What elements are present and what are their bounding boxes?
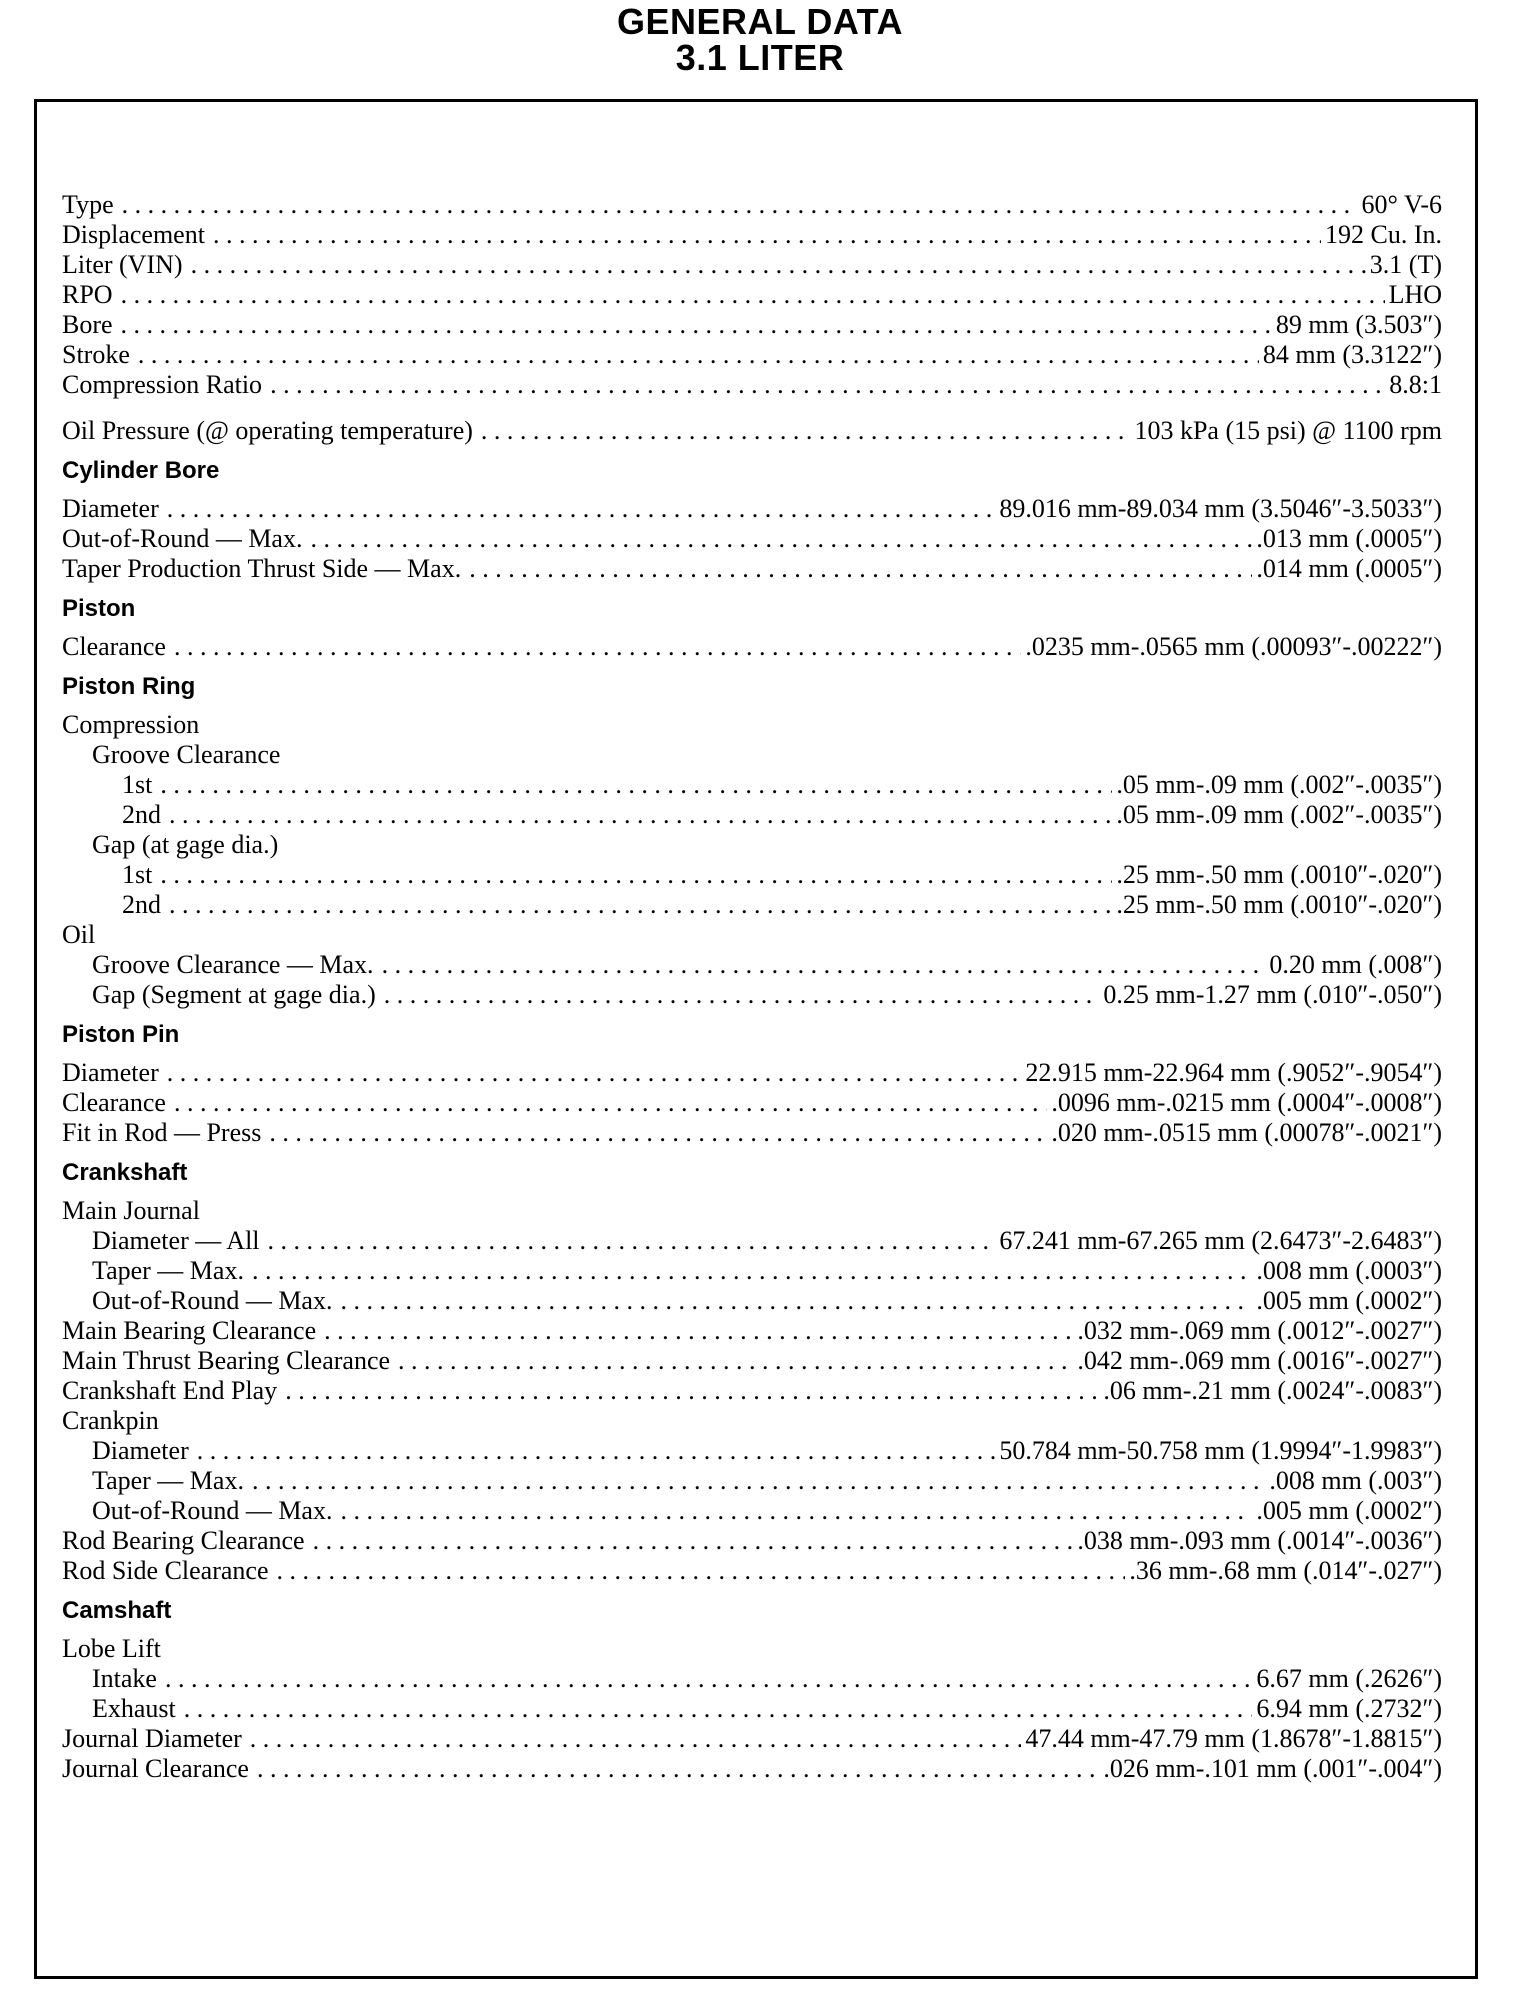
dot-leader: [167, 494, 996, 524]
spec-value: .25 mm-.50 mm (.0010″-.020″): [1116, 890, 1442, 919]
spec-label: Taper — Max.: [92, 1466, 244, 1495]
spec-value: 89 mm (3.503″): [1275, 310, 1442, 339]
spec-value: 3.1 (T): [1369, 250, 1442, 279]
spec-label: Out-of-Round — Max.: [92, 1286, 333, 1315]
dot-leader: [122, 190, 1358, 220]
dot-leader: [213, 220, 1321, 250]
subheading-groove-clearance: Groove Clearance: [92, 740, 281, 769]
spec-value: .038 mm-.093 mm (.0014″-.0036″): [1077, 1526, 1442, 1555]
spec-value: .008 mm (.003″): [1269, 1466, 1442, 1495]
spec-label: Journal Diameter: [62, 1724, 242, 1753]
spec-row: [62, 220, 1442, 250]
spec-value: 47.44 mm-47.79 mm (1.8678″-1.8815″): [1025, 1724, 1442, 1753]
spec-label: Compression Ratio: [62, 370, 263, 399]
spec-value: .0096 mm-.0215 mm (.0004″-.0008″): [1051, 1088, 1442, 1117]
spec-label: Rod Bearing Clearance: [62, 1526, 305, 1555]
dot-leader: [384, 980, 1100, 1010]
spec-row: [62, 280, 1442, 310]
spec-row: [62, 860, 1442, 890]
dot-leader: [167, 1058, 1022, 1088]
spacer: [62, 400, 1442, 416]
dot-leader: [250, 1724, 1022, 1754]
dot-leader: [340, 1496, 1252, 1526]
spec-content: [62, 190, 1442, 1784]
spec-row: [62, 1118, 1442, 1148]
spec-label: Clearance: [62, 1088, 166, 1117]
subheading-crankpin: Crankpin: [62, 1406, 159, 1435]
spec-row: [62, 1694, 1442, 1724]
spec-label: 2nd: [122, 800, 161, 829]
spec-row: [62, 1376, 1442, 1406]
spec-value: 0.20 mm (.008″): [1269, 950, 1442, 979]
spec-label: Fit in Rod — Press: [62, 1118, 262, 1147]
section-heading-camshaft: Camshaft: [62, 1597, 172, 1624]
spec-row: [62, 1754, 1442, 1784]
spec-value: .05 mm-.09 mm (.002″-.0035″): [1116, 800, 1442, 829]
spec-label: Rod Side Clearance: [62, 1556, 269, 1585]
spec-value: 84 mm (3.3122″): [1262, 340, 1442, 369]
spec-value: 67.241 mm-67.265 mm (2.6473″-2.6483″): [999, 1226, 1442, 1255]
dot-leader: [270, 370, 1385, 400]
spec-row-oil-pressure: [62, 416, 1442, 446]
spec-row: [62, 1724, 1442, 1754]
spec-row: [62, 1256, 1442, 1286]
spec-label: Type: [62, 190, 114, 219]
spec-label: Diameter: [92, 1436, 189, 1465]
spec-label: Diameter: [62, 494, 159, 523]
spec-row: [62, 1088, 1442, 1118]
dot-leader: [165, 1664, 1252, 1694]
spec-row: [62, 1496, 1442, 1526]
spec-value: .06 mm-.21 mm (.0024″-.0083″): [1103, 1376, 1442, 1405]
spec-label: Crankshaft End Play: [62, 1376, 278, 1405]
spec-row: [62, 1436, 1442, 1466]
spec-row: [62, 770, 1442, 800]
spec-row: [62, 250, 1442, 280]
section-heading-crankshaft: Crankshaft: [62, 1159, 188, 1186]
dot-leader: [469, 554, 1252, 584]
spec-value: 6.94 mm (.2732″): [1256, 1694, 1442, 1723]
dot-leader: [340, 1286, 1252, 1316]
dot-leader: [121, 280, 1385, 310]
spec-row: [62, 890, 1442, 920]
spec-row: [62, 980, 1442, 1010]
spec-row: [62, 524, 1442, 554]
dot-leader: [382, 950, 1266, 980]
dot-leader: [268, 1226, 996, 1256]
spec-label: Displacement: [62, 220, 205, 249]
spec-label: Stroke: [62, 340, 130, 369]
title-line-1: GENERAL DATA: [616, 1, 903, 42]
dot-leader: [197, 1436, 996, 1466]
dot-leader: [252, 1256, 1252, 1286]
spec-label: Liter (VIN): [62, 250, 183, 279]
spec-label: Groove Clearance — Max.: [92, 950, 374, 979]
dot-leader: [191, 250, 1366, 280]
spec-row: [62, 1316, 1442, 1346]
spec-row: [62, 340, 1442, 370]
spec-row: [62, 800, 1442, 830]
dot-leader: [160, 770, 1112, 800]
spec-value: .013 mm (.0005″): [1256, 524, 1442, 553]
spec-value: .014 mm (.0005″): [1256, 554, 1442, 583]
spec-row: [62, 1286, 1442, 1316]
spec-value: 22.915 mm-22.964 mm (.9052″-.9054″): [1025, 1058, 1442, 1087]
subheading-oil: Oil: [62, 920, 96, 949]
dot-leader: [174, 1088, 1047, 1118]
spec-row: [62, 190, 1442, 220]
spec-value: .36 mm-.68 mm (.014″-.027″): [1129, 1556, 1442, 1585]
spec-value: 103 kPa (15 psi) @ 1100 rpm: [1134, 416, 1442, 445]
spec-value: .005 mm (.0002″): [1256, 1286, 1442, 1315]
spec-value: .005 mm (.0002″): [1256, 1496, 1442, 1525]
spec-label: Diameter: [62, 1058, 159, 1087]
spec-label: Gap (Segment at gage dia.): [92, 980, 376, 1009]
dot-leader: [257, 1754, 1099, 1784]
spec-value: .05 mm-.09 mm (.002″-.0035″): [1116, 770, 1442, 799]
dot-leader: [121, 310, 1272, 340]
spec-row: [62, 1556, 1442, 1586]
spec-row: [62, 554, 1442, 584]
dot-leader: [324, 1316, 1073, 1346]
spec-value: 0.25 mm-1.27 mm (.010″-.050″): [1103, 980, 1442, 1009]
spec-label: Oil Pressure (@ operating temperature): [62, 416, 473, 445]
subheading-lobe-lift: Lobe Lift: [62, 1634, 161, 1663]
dot-leader: [138, 340, 1259, 370]
spec-row: [62, 1226, 1442, 1256]
dot-leader: [277, 1556, 1126, 1586]
spec-row: [62, 1058, 1442, 1088]
spec-label: Intake: [92, 1664, 157, 1693]
title-line-2: 3.1 LITER: [675, 37, 845, 78]
dot-leader: [310, 524, 1252, 554]
spec-label: Taper Production Thrust Side — Max.: [62, 554, 462, 583]
spec-row: [62, 494, 1442, 524]
spec-value: 192 Cu. In.: [1325, 220, 1442, 249]
spec-label: Diameter — All: [92, 1226, 260, 1255]
spec-value: .042 mm-.069 mm (.0016″-.0027″): [1077, 1346, 1442, 1375]
dot-leader: [313, 1526, 1074, 1556]
dot-leader: [252, 1466, 1265, 1496]
spec-row: [62, 1526, 1442, 1556]
dot-leader: [269, 1118, 1047, 1148]
spec-label: Bore: [62, 310, 113, 339]
spec-label: 2nd: [122, 890, 161, 919]
spec-value: .008 mm (.0003″): [1256, 1256, 1442, 1285]
section-heading-piston: Piston: [62, 595, 136, 622]
spec-label: Clearance: [62, 632, 166, 661]
spec-row: [62, 1466, 1442, 1496]
spec-value: 6.67 mm (.2626″): [1256, 1664, 1442, 1693]
spec-value: 50.784 mm-50.758 mm (1.9994″-1.9983″): [999, 1436, 1442, 1465]
spec-value: .25 mm-.50 mm (.0010″-.020″): [1116, 860, 1442, 889]
spec-row: [62, 310, 1442, 340]
spec-label: Out-of-Round — Max.: [62, 524, 303, 553]
spec-row: [62, 632, 1442, 662]
subheading-gap: Gap (at gage dia.): [92, 830, 279, 859]
spec-label: Out-of-Round — Max.: [92, 1496, 333, 1525]
spec-row: [62, 1664, 1442, 1694]
spec-value: 60° V-6: [1361, 190, 1442, 219]
dot-leader: [169, 890, 1112, 920]
dot-leader: [285, 1376, 1099, 1406]
spec-value: .032 mm-.069 mm (.0012″-.0027″): [1077, 1316, 1442, 1345]
spec-row: [62, 1346, 1442, 1376]
spec-label: Main Bearing Clearance: [62, 1316, 317, 1345]
spec-row: [62, 370, 1442, 400]
section-heading-piston-ring: Piston Ring: [62, 673, 196, 700]
spec-value: .026 mm-.101 mm (.001″-.004″): [1103, 1754, 1442, 1783]
dot-leader: [398, 1346, 1073, 1376]
section-heading-piston-pin: Piston Pin: [62, 1021, 180, 1048]
spec-value: 8.8:1: [1389, 370, 1442, 399]
spec-value: LHO: [1388, 280, 1442, 309]
spec-value: 89.016 mm-89.034 mm (3.5046″-3.5033″): [999, 494, 1442, 523]
dot-leader: [481, 416, 1131, 446]
section-heading-cylinder-bore: Cylinder Bore: [62, 457, 220, 484]
spec-label: 1st: [122, 860, 153, 889]
subheading-main-journal: Main Journal: [62, 1196, 200, 1225]
dot-leader: [169, 800, 1112, 830]
spec-label: Exhaust: [92, 1694, 176, 1723]
spec-label: Taper — Max.: [92, 1256, 244, 1285]
spec-value: .020 mm-.0515 mm (.00078″-.0021″): [1051, 1118, 1442, 1147]
spec-value: .0235 mm-.0565 mm (.00093″-.00222″): [1025, 632, 1442, 661]
page-title: [0, 1, 1520, 78]
dot-leader: [174, 632, 1021, 662]
spec-label: 1st: [122, 770, 153, 799]
spec-label: Journal Clearance: [62, 1754, 249, 1783]
spec-row: [62, 950, 1442, 980]
dot-leader: [184, 1694, 1253, 1724]
subheading-compression: Compression: [62, 710, 200, 739]
spec-label: RPO: [62, 280, 113, 309]
dot-leader: [160, 860, 1112, 890]
spec-label: Main Thrust Bearing Clearance: [62, 1346, 391, 1375]
